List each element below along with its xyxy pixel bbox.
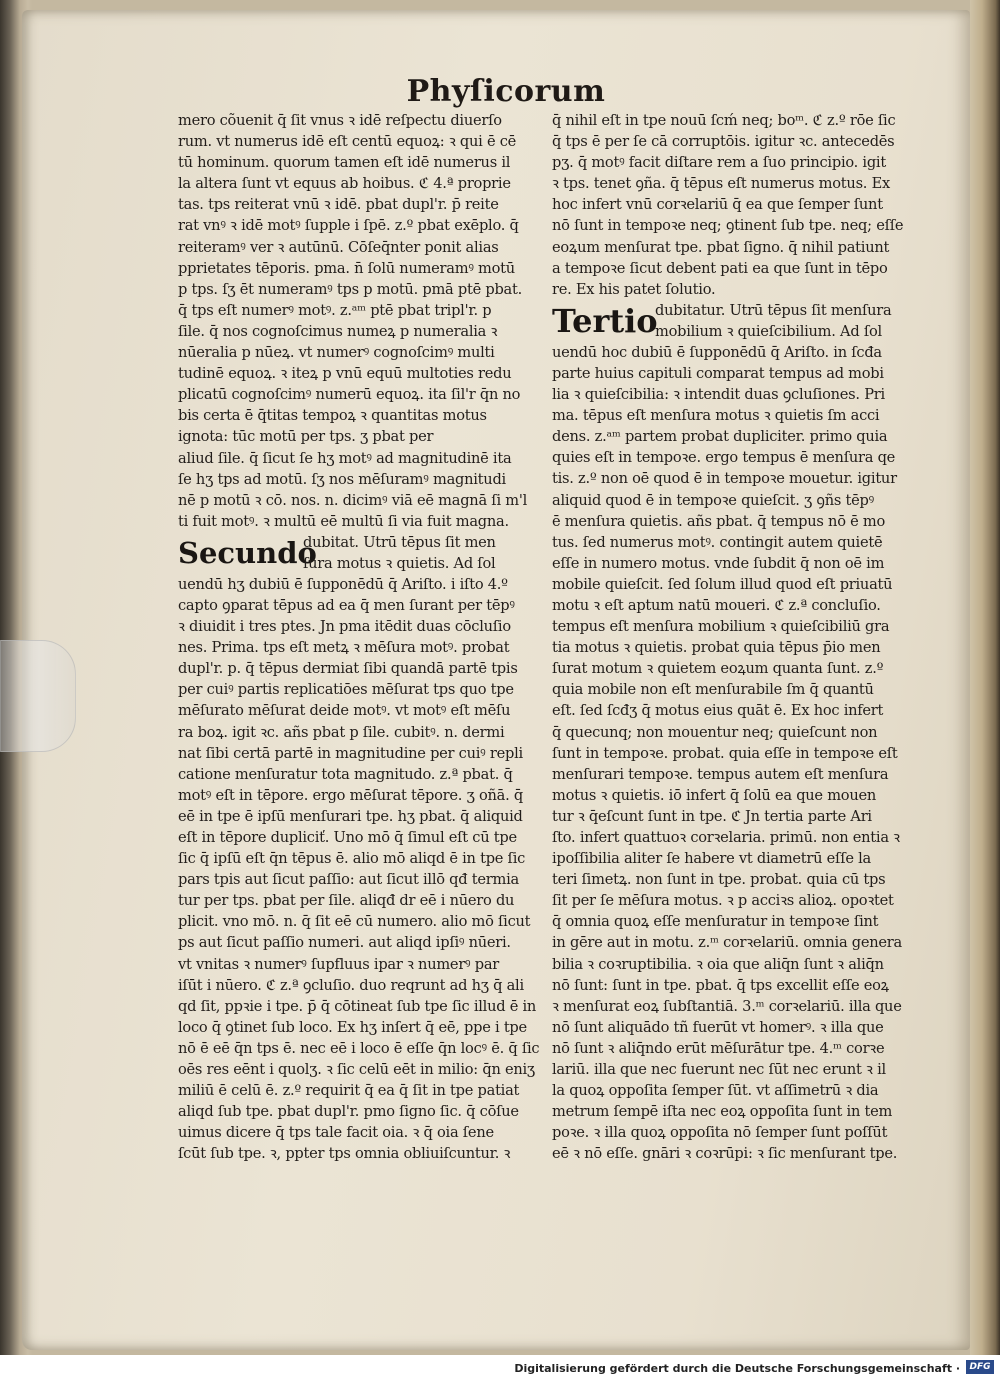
text-line: q̄ tps ē per ſe cā corruptōis. igitur ꝛc. antecedēs [552, 133, 895, 151]
section-heading-line-2: ſura motus ꝛ quietis. Ad ſol [303, 554, 496, 572]
text-line: ignota: tūc motū per tps. ʒ pbat per [178, 428, 434, 446]
text-line: oēs res eēnt i quolʒ. ꝛ ſic celū eēt in milio: q̄n eniʒ [178, 1061, 535, 1079]
right-column [552, 110, 927, 1165]
text-line: tur ꝛ q̄eſcunt ſunt in tpe. ℭ Jn tertia parte Ari [552, 807, 872, 825]
text-line: ſurat motum ꝛ quietem eoꝝum quanta ſunt. z.º [552, 660, 884, 678]
text-line: tus. ſed numerus motꝰ. contingit autem quietē [552, 533, 883, 551]
text-line: ꝛ menſurat eoꝝ ſubſtantiā. 3.ᵐ corꝛelariū. illa que [552, 997, 902, 1015]
text-line: nes. Prima. tps eſt metꝝ ꝛ mēſura motꝰ. probat [178, 639, 510, 657]
text-line: ps aut ſicut paſſio numeri. aut aliqd ipſiꝰ nūeri. [178, 934, 511, 952]
text-line: dens. z.ᵃᵐ partem probat dupliciter. primo quia [552, 428, 888, 446]
text-line: nō ſunt in tempoꝛe neq; ꝯtinent ſub tpe. neq; eſſe [552, 217, 904, 235]
text-line: in gēre aut in motu. z.ᵐ corꝛelariū. omnia genera [552, 934, 902, 952]
text-line: re. Ex his patet ſolutio. [552, 280, 716, 298]
text-line: lariū. illa que nec fuerunt nec ſūt nec erunt ꝛ il [552, 1061, 886, 1079]
text-line: ꝛ diuidit i tres ptes. Jn pma itēdit duas cōcluſio [178, 618, 511, 636]
text-line: tū hominum. quorum tamen eſt idē numerus il [178, 154, 511, 172]
text-line: quia mobile non eſt menſurabile ſm q̄ quantū [552, 681, 874, 699]
text-line: uendū hoc dubiū ē ſupponēdū q̄ Ariſto. in ſcđa [552, 343, 882, 361]
text-line: rat vnꝰ ꝛ idē motꝰ ſupple i ſpē. z.º pbat exēplo. q̄ [178, 217, 519, 235]
text-line: q̄ quecunq; non mouentur neq; quieſcunt non [552, 723, 878, 741]
text-line: bilia ꝛ coꝛruptibilia. ꝛ oia que aliq̄n ſunt ꝛ aliq̄n [552, 955, 884, 973]
text-line: uendū hʒ dubiū ē ſupponēdū q̄ Ariſto. i iſto 4.º [178, 575, 508, 593]
running-heading: Phyſicorum [406, 74, 606, 109]
text-line: motꝰ eſt in tēpore. ergo mēſurat tēpore. ʒ oñā. q̄ [178, 786, 523, 804]
text-line: ma. tēpus eſt menſura motus ꝛ quietis ſm acci [552, 407, 880, 425]
text-line: iſūt i nūero. ℭ z.ª ꝯcluſio. duo reqrunt ad hʒ q̄ ali [178, 976, 524, 994]
book-fore-edge [970, 0, 1000, 1355]
text-line: poꝛe. ꝛ illa quoꝝ oppoſita nō ſemper ſunt poſſūt [552, 1124, 888, 1142]
text-line: per cuiꝰ partis replicatiōes mēſurat tps quo tpe [178, 681, 514, 699]
text-line: qd ſit, ppꝛie i tpe. p̄ q̄ cōtineat ſub tpe ſic illud ē in [178, 997, 537, 1015]
left-column-lines-a [178, 110, 553, 532]
text-line: mobile quieſcit. ſed ſolum illud quod eſt priuatū [552, 575, 893, 593]
text-line: pʒ. q̄ motꝰ facit diſtare rem a ſuo principio. igit [552, 154, 886, 172]
dfg-logo: DFG [966, 1360, 994, 1374]
text-line: tia motus ꝛ quietis. probat quia tēpus p̄io men [552, 639, 881, 657]
left-column [178, 110, 553, 1165]
text-line: menſurari tempoꝛe. tempus autem eſt menſura [552, 765, 889, 783]
text-line: eſſe in numero motus. vnde ſubdit q̄ non oē im [552, 554, 885, 572]
digitization-footer [0, 1355, 1000, 1380]
text-line: q̄ tps eſt numerꝰ motꝰ. z.ᵃᵐ ptē pbat tripl'r. p [178, 301, 492, 319]
section-heading-tertio [552, 300, 927, 342]
text-line: aliquid quod ē in tempoꝛe quieſcit. ʒ ꝯñs tēpꝰ [552, 491, 874, 509]
text-line: ē menſura quietis. añs pbat. q̄ tempus nō ē mo [552, 512, 886, 530]
text-line: plicatū cognoſcimꝰ numerū equoꝝ. ita ſil'r q̄n no [178, 386, 521, 404]
text-line: vt vnitas ꝛ numerꝰ ſupfluus ipar ꝛ numerꝰ par [178, 955, 500, 973]
text-line: quies eſt in tempoꝛe. ergo tempus ē menſura qe [552, 449, 896, 467]
section-heading-line-2: mobilium ꝛ quieſcibilium. Ad ſol [655, 322, 882, 340]
text-line: reiteramꝰ ver ꝛ autūnū. Cōſeq̄nter ponit alias [178, 238, 499, 256]
text-line: pprietates tēporis. pma. n̄ ſolū numeramꝰ motū [178, 259, 515, 277]
text-line: ſic q̄ ipſū eſt q̄n tēpus ē. alio mō aliqd ē in tpe ſic [178, 850, 526, 868]
section-heading-line-1: dubitatur. Utrū tēpus ſit menſura [655, 301, 892, 319]
text-line: nō ſunt: ſunt in tpe. pbat. q̄ tps excellit eſſe eoꝝ [552, 976, 889, 994]
text-line: capto ꝯparat tēpus ad ea q̄ men ſurant per tēpꝰ [178, 596, 515, 614]
text-line: tis. z.º non oē quod ē in tempoꝛe mouetur. igitur [552, 470, 897, 488]
text-line: pars tpis aut ſicut paſſio: aut ſicut illō qđ termia [178, 871, 519, 889]
text-line: ti fuit motꝰ. ꝛ multū eē multū ſi via fuit magna. [178, 512, 509, 530]
text-line: aliud ſile. q̄ ſicut ſe hʒ motꝰ ad magnitudinē ita [178, 449, 512, 467]
text-line: aliqd ſub tpe. pbat dupl'r. pmo ſigno ſic. q̄ cōſue [178, 1103, 519, 1121]
text-line: ſit per ſe mēſura motus. ꝛ p acciꝛs alioꝝ. opoꝛtet [552, 892, 894, 910]
text-line: ra boꝝ. igit ꝛc. añs pbat p ſile. cubitꝰ. n. dermi [178, 723, 505, 741]
text-line: loco q̄ ꝯtinet ſub loco. Ex hʒ inſert q̄ eē, ppe i tpe [178, 1018, 527, 1036]
right-column-lines-b [552, 342, 927, 1165]
text-line: tudinē equoꝝ. ꝛ iteꝝ p vnū equū multoties redu [178, 365, 512, 383]
text-line: catione menſuratur tota magnitudo. z.ª pbat. q̄ [178, 765, 513, 783]
left-column-lines-b [178, 574, 553, 1165]
footer-credit-text: Digitalisierung gefördert durch die Deutsche Forschungsgemeinschaft · [514, 1362, 960, 1375]
text-line: la quoꝝ oppoſita ſemper ſūt. vt aſſimetrū ꝛ dia [552, 1082, 879, 1100]
text-line: tas. tps reiterat vnū ꝛ idē. pbat dupl'r. p̄ reite [178, 196, 499, 214]
text-line: tur per tps. pbat per ſile. aliqđ dr eē i nūero du [178, 892, 515, 910]
text-line: metrum ſempē iſta nec eoꝝ oppoſita ſunt in tem [552, 1103, 893, 1121]
text-line: q̄ nihil eſt in tpe nouū ſcḿ neq; boᵐ. ℭ z.º rōe ſic [552, 112, 896, 129]
right-column-lines-a [552, 110, 927, 300]
text-line: ſile. q̄ nos cognoſcimus numeꝝ p numeralia ꝛ [178, 322, 498, 340]
text-line: mēſurato mēſurat deide motꝰ. vt motꝰ eſt mēſu [178, 702, 511, 720]
text-line: hoc infert vnū corꝛelariū q̄ ea que ſemper ſunt [552, 196, 883, 214]
text-line: miliū ē celū ē. z.º requirit q̄ ea q̄ ſit in tpe patiat [178, 1082, 520, 1100]
text-line: nūeralia p nūeꝝ. vt numerꝰ cognoſcimꝰ multi [178, 344, 495, 362]
text-line: motu ꝛ eſt aptum natū moueri. ℭ z.ª concluſio. [552, 596, 881, 614]
text-line: eē ꝛ nō eſſe. gnāri ꝛ coꝛrūpi: ꝛ ſic menſurant tpe. [552, 1145, 898, 1163]
text-line: plicit. vno mō. n. q̄ ſit eē cū numero. alio mō ſicut [178, 913, 531, 931]
text-line: motus ꝛ quietis. iō infert q̄ ſolū ea que mouen [552, 786, 877, 804]
text-line: ſcūt ſub tpe. ꝛ, ppter tps omnia obliuiſcuntur. ꝛ [178, 1145, 511, 1163]
section-heading-line-1: dubitat. Utrū tēpus ſit men [303, 533, 496, 551]
text-line: eē in tpe ē ipſū menſurari tpe. hʒ pbat. q̄ aliquid [178, 807, 523, 825]
text-line: bis certa ē q̄titas tempoꝝ ꝛ quantitas motus [178, 407, 487, 425]
text-line: eſt in tēpore dupliciť. Uno mō q̄ ſimul eſt cū tpe [178, 829, 517, 846]
text-line: nō ē eē q̄n tps ē. nec eē i loco ē eſſe q̄n locꝰ ē. q̄ ſic [178, 1039, 540, 1057]
text-line: mero cõuenit q̄ ſit vnus ꝛ idē reſpectu diuerſo [178, 112, 502, 129]
text-line: ſto. infert quattuoꝛ corꝛelaria. primū. non entia ꝛ [552, 829, 900, 846]
section-initial-word: Secundo [178, 535, 317, 570]
text-line: nē p motū ꝛ cō. nos. n. dicimꝰ viā eē magnā ſi m'l [178, 491, 528, 509]
text-line: p tps. ſʒ ēt numeramꝰ tps p motū. pmā ptē pbat. [178, 280, 522, 298]
text-line: rum. vt numerus idē eſt centū equoꝝ: ꝛ qui ē cē [178, 133, 517, 151]
text-line: ipoſſibilia aliter ſe habere vt diametrū eſſe la [552, 850, 872, 868]
text-line: a tempoꝛe ſicut debent pati ea que ſunt in tēpo [552, 259, 888, 277]
text-line: q̄ omnia quoꝝ eſſe menſuratur in tempoꝛe ſint [552, 913, 879, 931]
text-line: la altera ſunt vt equus ab hoibus. ℭ 4.ª proprie [178, 175, 511, 193]
text-line: uimus dicere q̄ tps tale facit oia. ꝛ q̄ oia ſene [178, 1124, 494, 1142]
text-line: ſunt in tempoꝛe. probat. quia eſſe in tempoꝛe eſt [552, 744, 898, 762]
section-initial-word: Tertio [552, 301, 658, 340]
text-line: parte huius capituli comparat tempus ad mobi [552, 364, 884, 382]
text-line: nat ſibi certā partē in magnitudine per cuiꝰ repli [178, 744, 523, 762]
page-clip [0, 640, 76, 752]
text-line: eſt. ſed ſcđʒ q̄ motus eius quāt ē. Ex hoc infert [552, 702, 884, 720]
text-line: nō ſunt ꝛ aliq̄ndo erūt mēſurātur tpe. 4.ᵐ corꝛe [552, 1039, 885, 1057]
text-line: lia ꝛ quieſcibilia: ꝛ intendit duas ꝯcluſiones. Pri [552, 386, 885, 404]
text-line: eoꝝum menſurat tpe. pbat ſigno. q̄ nihil patiunt [552, 238, 890, 256]
text-line: ſe hʒ tps ad motū. ſʒ nos mēſuramꝰ magnitudi [178, 470, 506, 488]
section-heading-secundo [178, 532, 553, 574]
text-line: tempus eſt menſura mobilium ꝛ quieſcibiliū gra [552, 618, 890, 636]
text-line: teri ſimetꝝ. non ſunt in tpe. probat. quia cū tps [552, 871, 886, 889]
text-line: ꝛ tps. tenet ꝯña. q̄ tēpus eſt numerus motus. Ex [552, 175, 890, 193]
text-line: dupl'r. p. q̄ tēpus dermiat ſibi quandā partē tpis [178, 660, 518, 678]
text-line: nō ſunt aliquādo tñ fuerūt vt homerꝰ. ꝛ illa que [552, 1018, 884, 1036]
